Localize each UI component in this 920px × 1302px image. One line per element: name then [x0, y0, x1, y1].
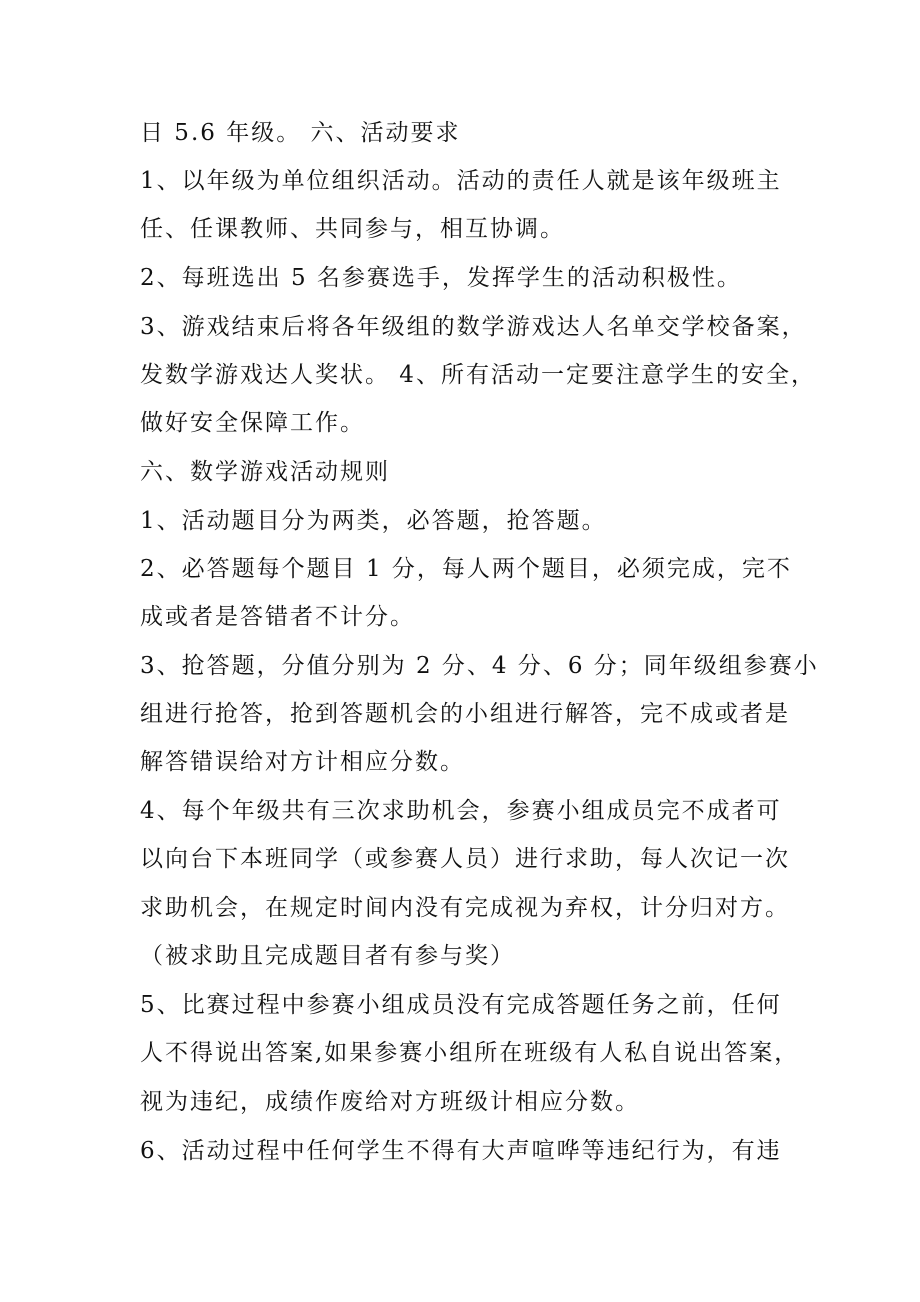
text-line: 1、活动题目分为两类，必答题，抢答题。: [140, 508, 607, 534]
text-line: 2、必答题每个题目 1 分，每人两个题目，必须完成，完不: [140, 556, 792, 582]
text-line: 以向台下本班同学（或参赛人员）进行求助，每人次记一次: [140, 846, 790, 872]
text-line: 成或者是答错者不计分。: [140, 604, 415, 630]
text-line: 3、抢答题，分值分别为 2 分、4 分、6 分；同年级组参赛小: [140, 653, 819, 679]
text-line: 5、比赛过程中参赛小组成员没有完成答题任务之前，任何: [140, 992, 782, 1018]
text-line: 2、每班选出 5 名参赛选手，发挥学生的活动积极性。: [140, 265, 742, 291]
section-heading: 六、数学游戏活动规则: [140, 459, 390, 485]
text-line: 6、活动过程中任何学生不得有大声喧哗等违纪行为，有违: [140, 1138, 782, 1164]
text-line: 做好安全保障工作。: [140, 410, 365, 436]
text-line: 人不得说出答案,如果参赛小组所在班级有人私自说出答案，: [140, 1040, 800, 1066]
text-line: 求助机会，在规定时间内没有完成视为弃权，计分归对方。: [140, 895, 790, 921]
text-line: 发数学游戏达人奖状。 4、所有活动一定要注意学生的安全，: [140, 362, 816, 388]
text-line: 3、游戏结束后将各年级组的数学游戏达人名单交学校备案，: [140, 314, 807, 340]
text-line: 4、每个年级共有三次求助机会，参赛小组成员完不成者可: [140, 798, 782, 824]
text-line: 1、以年级为单位组织活动。活动的责任人就是该年级班主: [140, 168, 782, 194]
text-line: 视为违纪，成绩作废给对方班级计相应分数。: [140, 1089, 640, 1115]
text-line: 组进行抢答，抢到答题机会的小组进行解答，完不成或者是: [140, 701, 790, 727]
text-line: 任、任课教师、共同参与，相互协调。: [140, 216, 565, 242]
text-line: 解答错误给对方计相应分数。: [140, 749, 465, 775]
text-line: （被求助且完成题目者有参与奖）: [140, 943, 515, 969]
text-line: 日 5.6 年级。 六、活动要求: [140, 120, 461, 146]
